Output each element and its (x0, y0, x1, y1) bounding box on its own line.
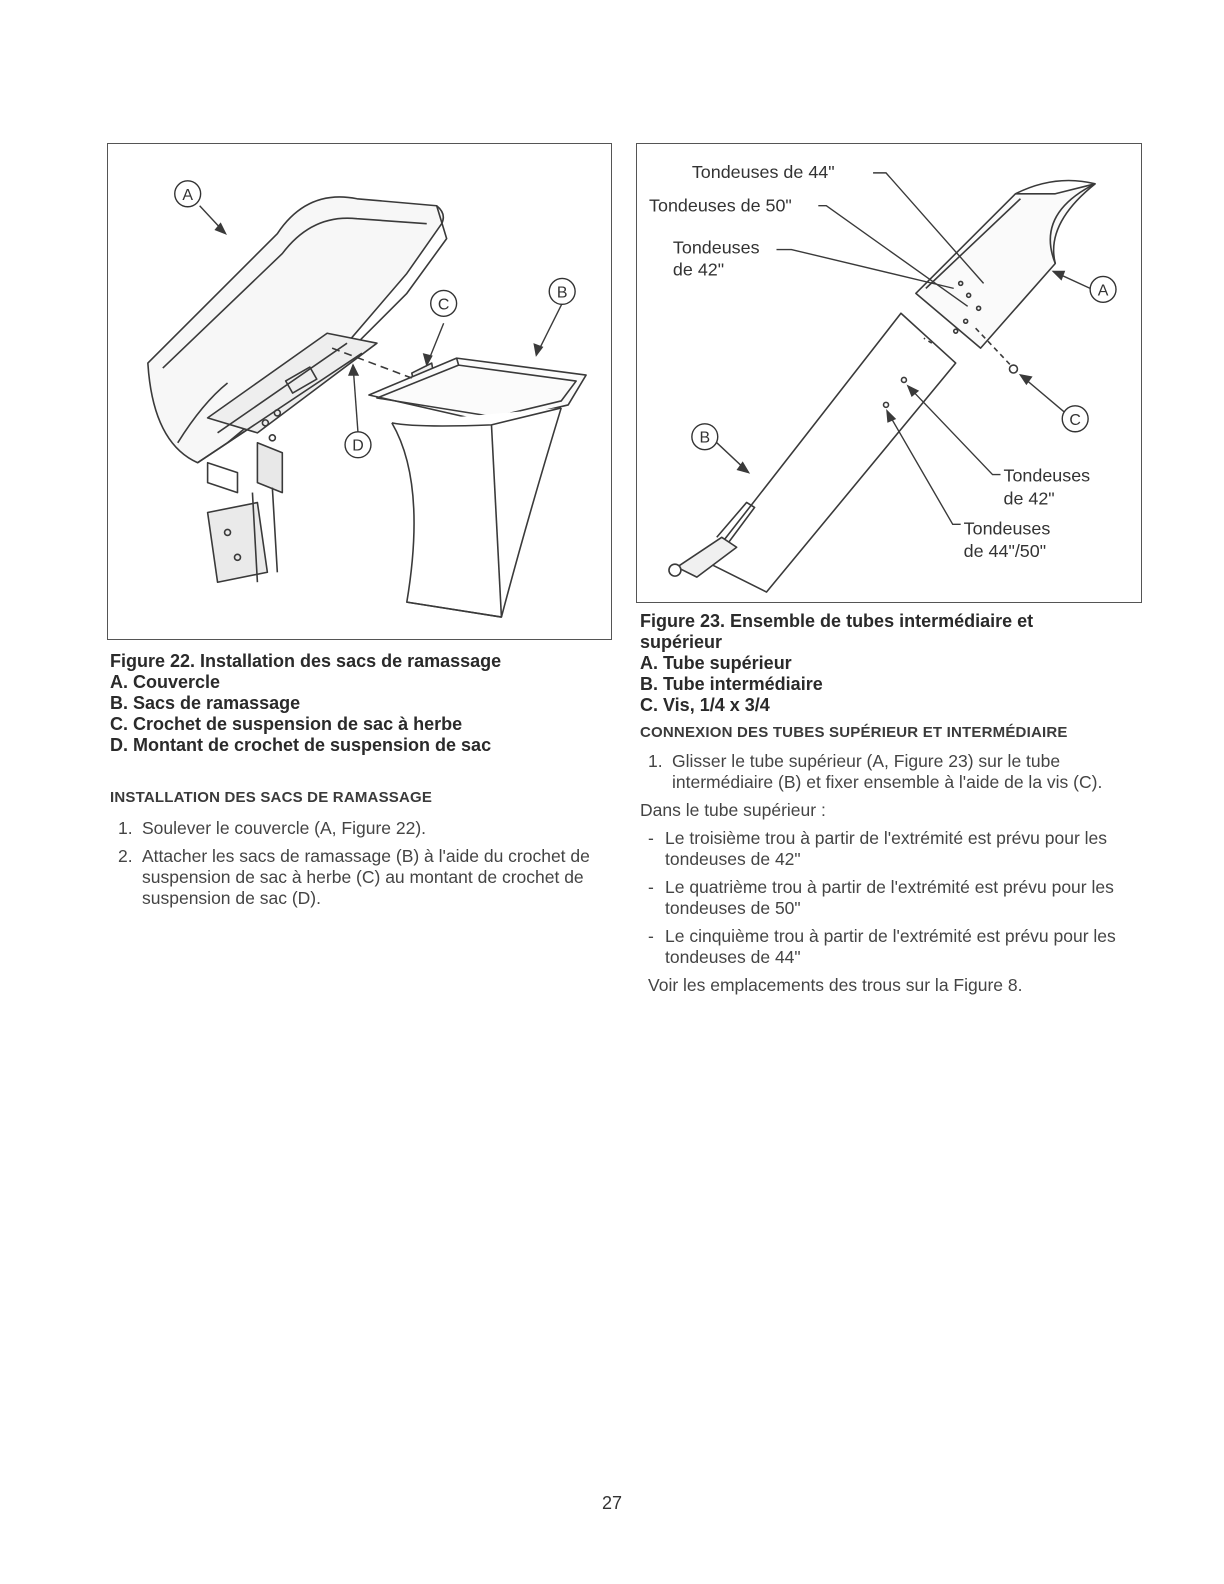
figure-22-item-d: D. Montant de crochet de suspension de sac (110, 735, 492, 755)
figure-22-illustration (107, 143, 612, 640)
callout-c: C (1069, 411, 1081, 429)
label-tondeuses-42-bottom: de 42" (672, 259, 725, 280)
label-tondeuses-44: Tondeuses de 44" (691, 161, 835, 182)
list-item (640, 877, 1140, 919)
step-1 (110, 818, 590, 839)
figure-22-item-c: C. Crochet de suspension de sac à herbe (110, 714, 463, 734)
dash-bullet: - (648, 926, 654, 946)
intro-paragraph: Dans le tube supérieur : (640, 800, 826, 820)
step-text: Soulever le couvercle (A, Figure 22). (142, 818, 427, 838)
label-tondeuses-4450-bottom: de 44"/50" (963, 541, 1047, 562)
step-1 (640, 751, 1140, 793)
section-connexion-heading: CONNEXION DES TUBES SUPÉRIEUR ET INTERMÉDIAIRE (640, 724, 1068, 741)
section-connexion-body (640, 751, 1140, 1003)
figure-23-title-line1: Figure 23. Ensemble de tubes intermédiaire et (640, 611, 1034, 631)
list-item (640, 828, 1140, 870)
dash-bullet: - (648, 877, 654, 897)
figure-22-item-b: B. Sacs de ramassage (110, 693, 301, 713)
figure-23-item-a: A. Tube supérieur (640, 653, 792, 673)
figure-22-item-a: A. Couvercle (110, 672, 221, 692)
label-tondeuses-4450-top: Tondeuses (963, 518, 1051, 539)
callout-b: B (556, 284, 568, 302)
figure-23-item-c: C. Vis, 1/4 x 3/4 (640, 695, 770, 715)
section-installation-body (110, 818, 590, 916)
figure-22-title: Figure 22. Installation des sacs de ramassage (110, 651, 502, 671)
callout-a: A (182, 186, 194, 204)
list-item-text: Le quatrième trou à partir de l'extrémité est prévu pour les tondeuses de 50" (665, 877, 1114, 918)
section-installation-heading: INSTALLATION DES SACS DE RAMASSAGE (110, 789, 433, 806)
dash-bullet: - (648, 828, 654, 848)
figure-23-illustration (636, 143, 1142, 603)
callout-d: D (352, 437, 364, 455)
label-tondeuses-50: Tondeuses de 50" (649, 195, 792, 216)
step-text: Glisser le tube supérieur (A, Figure 23) sur le tube intermédiaire (B) et fixer ensemble à l'aide de la vis (C). (672, 751, 1103, 792)
step-number: 1. (648, 751, 663, 771)
figure-23-drawing (637, 144, 1141, 602)
figure-23-item-b: B. Tube intermédiaire (640, 674, 823, 694)
list-item-text: Le cinquième trou à partir de l'extrémité est prévu pour les tondeuses de 44" (665, 926, 1116, 967)
figure-22-caption (110, 651, 610, 756)
step-number: 1. (118, 818, 133, 838)
figure-23-caption (640, 611, 1120, 716)
outro-paragraph: Voir les emplacements des trous sur la Figure 8. (648, 975, 1023, 995)
step-text: Attacher les sacs de ramassage (B) à l'aide du crochet de suspension de sac à herbe (C) au montant de crochet de suspension de sac (D). (142, 846, 590, 908)
figure-22-drawing (108, 144, 611, 639)
figure-23-title-line2: supérieur (640, 632, 723, 652)
step-2 (110, 846, 590, 909)
callout-a: A (1097, 282, 1109, 300)
callout-b: B (699, 429, 711, 447)
callout-c: C (437, 296, 450, 314)
label-tondeuses-42b-top: Tondeuses (1003, 465, 1091, 486)
page-number: 27 (601, 1493, 623, 1513)
list-item (640, 926, 1140, 968)
step-number: 2. (118, 846, 133, 866)
label-tondeuses-42-top: Tondeuses (672, 237, 760, 258)
list-item-text: Le troisième trou à partir de l'extrémité est prévu pour les tondeuses de 42" (665, 828, 1108, 869)
label-tondeuses-42b-bottom: de 42" (1003, 488, 1055, 509)
